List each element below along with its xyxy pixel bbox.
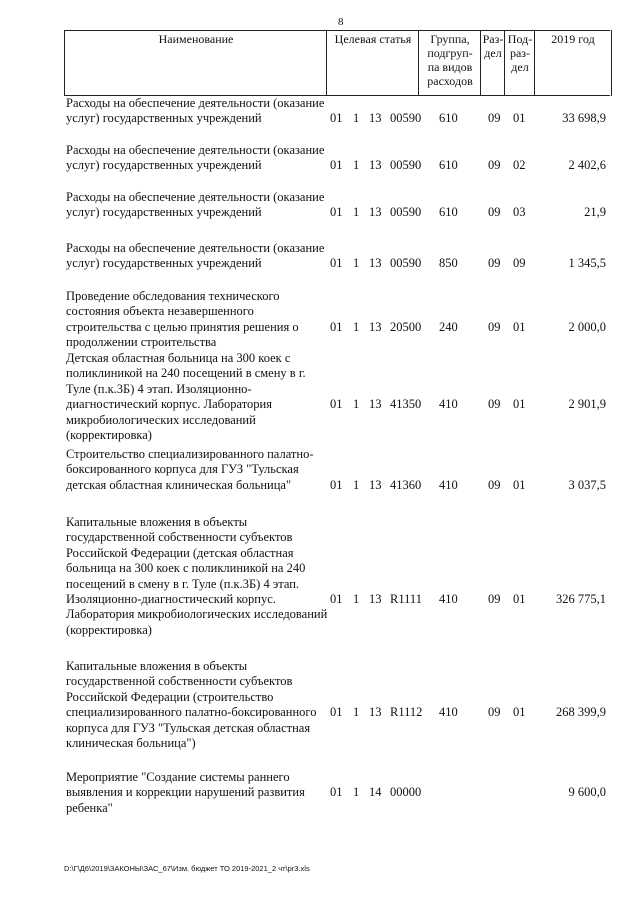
- row-code: 01: [330, 592, 343, 606]
- row-name: Расходы на обеспечение деятельности (оказание услуг) государственных учреждений: [66, 96, 325, 126]
- row-code: 610: [439, 111, 458, 126]
- row-amount: 1 345,5: [568, 256, 606, 271]
- header-podrazdel: Под- раз- дел: [504, 30, 535, 96]
- row-code: 01: [513, 477, 526, 492]
- row-code: 09: [488, 111, 501, 126]
- row-code: 09: [488, 397, 501, 412]
- row-code: 13: [369, 705, 382, 720]
- row-code: 00000: [390, 785, 422, 800]
- row-code: 610: [439, 158, 458, 173]
- row-amount: 2 901,9: [568, 397, 606, 412]
- row-code: R1111: [390, 592, 422, 606]
- footer-path: D:\Г\Д6\2019\ЗАКОНЫ\ЗАС_67\Изм. бюджет ТО 2019-2021_2 чт\pr3.xls: [64, 864, 310, 873]
- row-name: Расходы на обеспечение деятельности (оказание услуг) государственных учреждений: [66, 190, 325, 220]
- header-razdel: Раз- дел: [480, 30, 505, 96]
- page-number: 8: [338, 16, 344, 28]
- row-code: 1: [353, 205, 360, 220]
- row-code: 02: [513, 158, 526, 173]
- row-code: 01: [330, 111, 343, 126]
- row-code: 1: [353, 785, 360, 800]
- row-code: 1: [353, 158, 360, 173]
- row-name: Расходы на обеспечение деятельности (оказание услуг) государственных учреждений: [66, 143, 325, 173]
- row-code: 01: [330, 785, 343, 800]
- row-code: 13: [369, 158, 382, 173]
- row-code: 1: [353, 256, 360, 271]
- row-amount: 21,9: [584, 205, 606, 220]
- row-code: 00590: [390, 111, 422, 126]
- row-code: 00590: [390, 205, 422, 220]
- row-code: 13: [369, 397, 382, 412]
- row-code: 09: [513, 256, 526, 271]
- row-code: 03: [513, 205, 526, 220]
- row-amount: 33 698,9: [562, 111, 606, 126]
- row-code: 01: [330, 477, 343, 492]
- row-code: 13: [369, 477, 382, 492]
- row-code: 1: [353, 397, 360, 412]
- row-code: 01: [513, 111, 526, 126]
- row-code: 41360: [390, 477, 422, 492]
- row-code: 01: [330, 256, 343, 271]
- row-code: 01: [513, 592, 526, 606]
- row-code: 01: [513, 705, 526, 720]
- header-year: 2019 год: [534, 30, 612, 96]
- row-name: Детская областная больница на 300 коек с поликлиникой на 240 посещений в смену в г. Туле (п.к.3Б) 4 этап. Изоляционно-диагностический корпус. Лаборатория микробиологических исследований (корректировка): [66, 351, 306, 443]
- row-code: 01: [330, 397, 343, 412]
- row-code: 1: [353, 705, 360, 720]
- row-name: Капитальные вложения в объекты государственной собственности субъектов Российской Федерации (строительство специализированного палатно-боксированного корпуса для ГУЗ "Тульская детская областная клиническая больница"): [66, 659, 317, 751]
- row-code: 13: [369, 111, 382, 126]
- row-code: 09: [488, 158, 501, 173]
- row-code: 13: [369, 319, 382, 334]
- header-target: Целевая статья: [326, 30, 419, 96]
- row-amount: 2 402,6: [568, 158, 606, 173]
- row-amount: 2 000,0: [568, 319, 606, 334]
- row-code: 01: [330, 319, 343, 334]
- row-code: 09: [488, 705, 501, 720]
- row-code: 01: [513, 397, 526, 412]
- row-code: 13: [369, 205, 382, 220]
- row-code: 410: [439, 397, 458, 412]
- row-code: 410: [439, 705, 458, 720]
- table-header: [64, 30, 610, 96]
- row-code: 01: [513, 319, 526, 334]
- row-code: 01: [330, 158, 343, 173]
- header-name: Наименование: [64, 30, 327, 96]
- row-code: 1: [353, 477, 360, 492]
- row-code: 850: [439, 256, 458, 271]
- header-group: Группа, подгруп- па видов расходов: [418, 30, 481, 96]
- row-code: 09: [488, 319, 501, 334]
- row-amount: 268 399,9: [556, 705, 606, 720]
- row-code: 410: [439, 592, 458, 606]
- row-code: 00590: [390, 256, 422, 271]
- row-code: 1: [353, 319, 360, 334]
- row-code: R1112: [390, 705, 423, 720]
- row-name: Мероприятие "Создание системы раннего выявления и коррекции нарушений развития ребенка": [66, 770, 305, 815]
- row-code: 09: [488, 256, 501, 271]
- row-code: 01: [330, 705, 343, 720]
- row-code: 1: [353, 592, 360, 606]
- row-name: Капитальные вложения в объекты государственной собственности субъектов Российской Федерации (детская областная больница на 300 коек с поликлиникой на 240 посещений в смену в г. Туле (п.к.3Б) 4 этап. Изоляционно-диагностический корпус. Лаборатория микробиологических исследований (корректировка): [66, 515, 328, 637]
- row-code: 41350: [390, 397, 422, 412]
- row-code: 1: [353, 111, 360, 126]
- row-amount: 9 600,0: [568, 785, 606, 800]
- row-code: 14: [369, 785, 382, 800]
- row-code: 240: [439, 319, 458, 334]
- row-amount: 326 775,1: [556, 592, 606, 606]
- row-code: 09: [488, 477, 501, 492]
- row-code: 410: [439, 477, 458, 492]
- row-code: 09: [488, 205, 501, 220]
- row-name: Проведение обследования технического состояния объекта незавершенного строительства с целью принятия решения о продолжении строительства: [66, 289, 299, 350]
- row-name: Строительство специализированного палатно-боксированного корпуса для ГУЗ "Тульская детская областная клиническая больница": [66, 447, 314, 492]
- row-amount: 3 037,5: [568, 477, 606, 492]
- row-code: 13: [369, 592, 382, 606]
- row-code: 09: [488, 592, 501, 606]
- row-code: 610: [439, 205, 458, 220]
- row-code: 00590: [390, 158, 422, 173]
- row-code: 20500: [390, 319, 422, 334]
- row-code: 13: [369, 256, 382, 271]
- row-code: 01: [330, 205, 343, 220]
- row-name: Расходы на обеспечение деятельности (оказание услуг) государственных учреждений: [66, 241, 325, 271]
